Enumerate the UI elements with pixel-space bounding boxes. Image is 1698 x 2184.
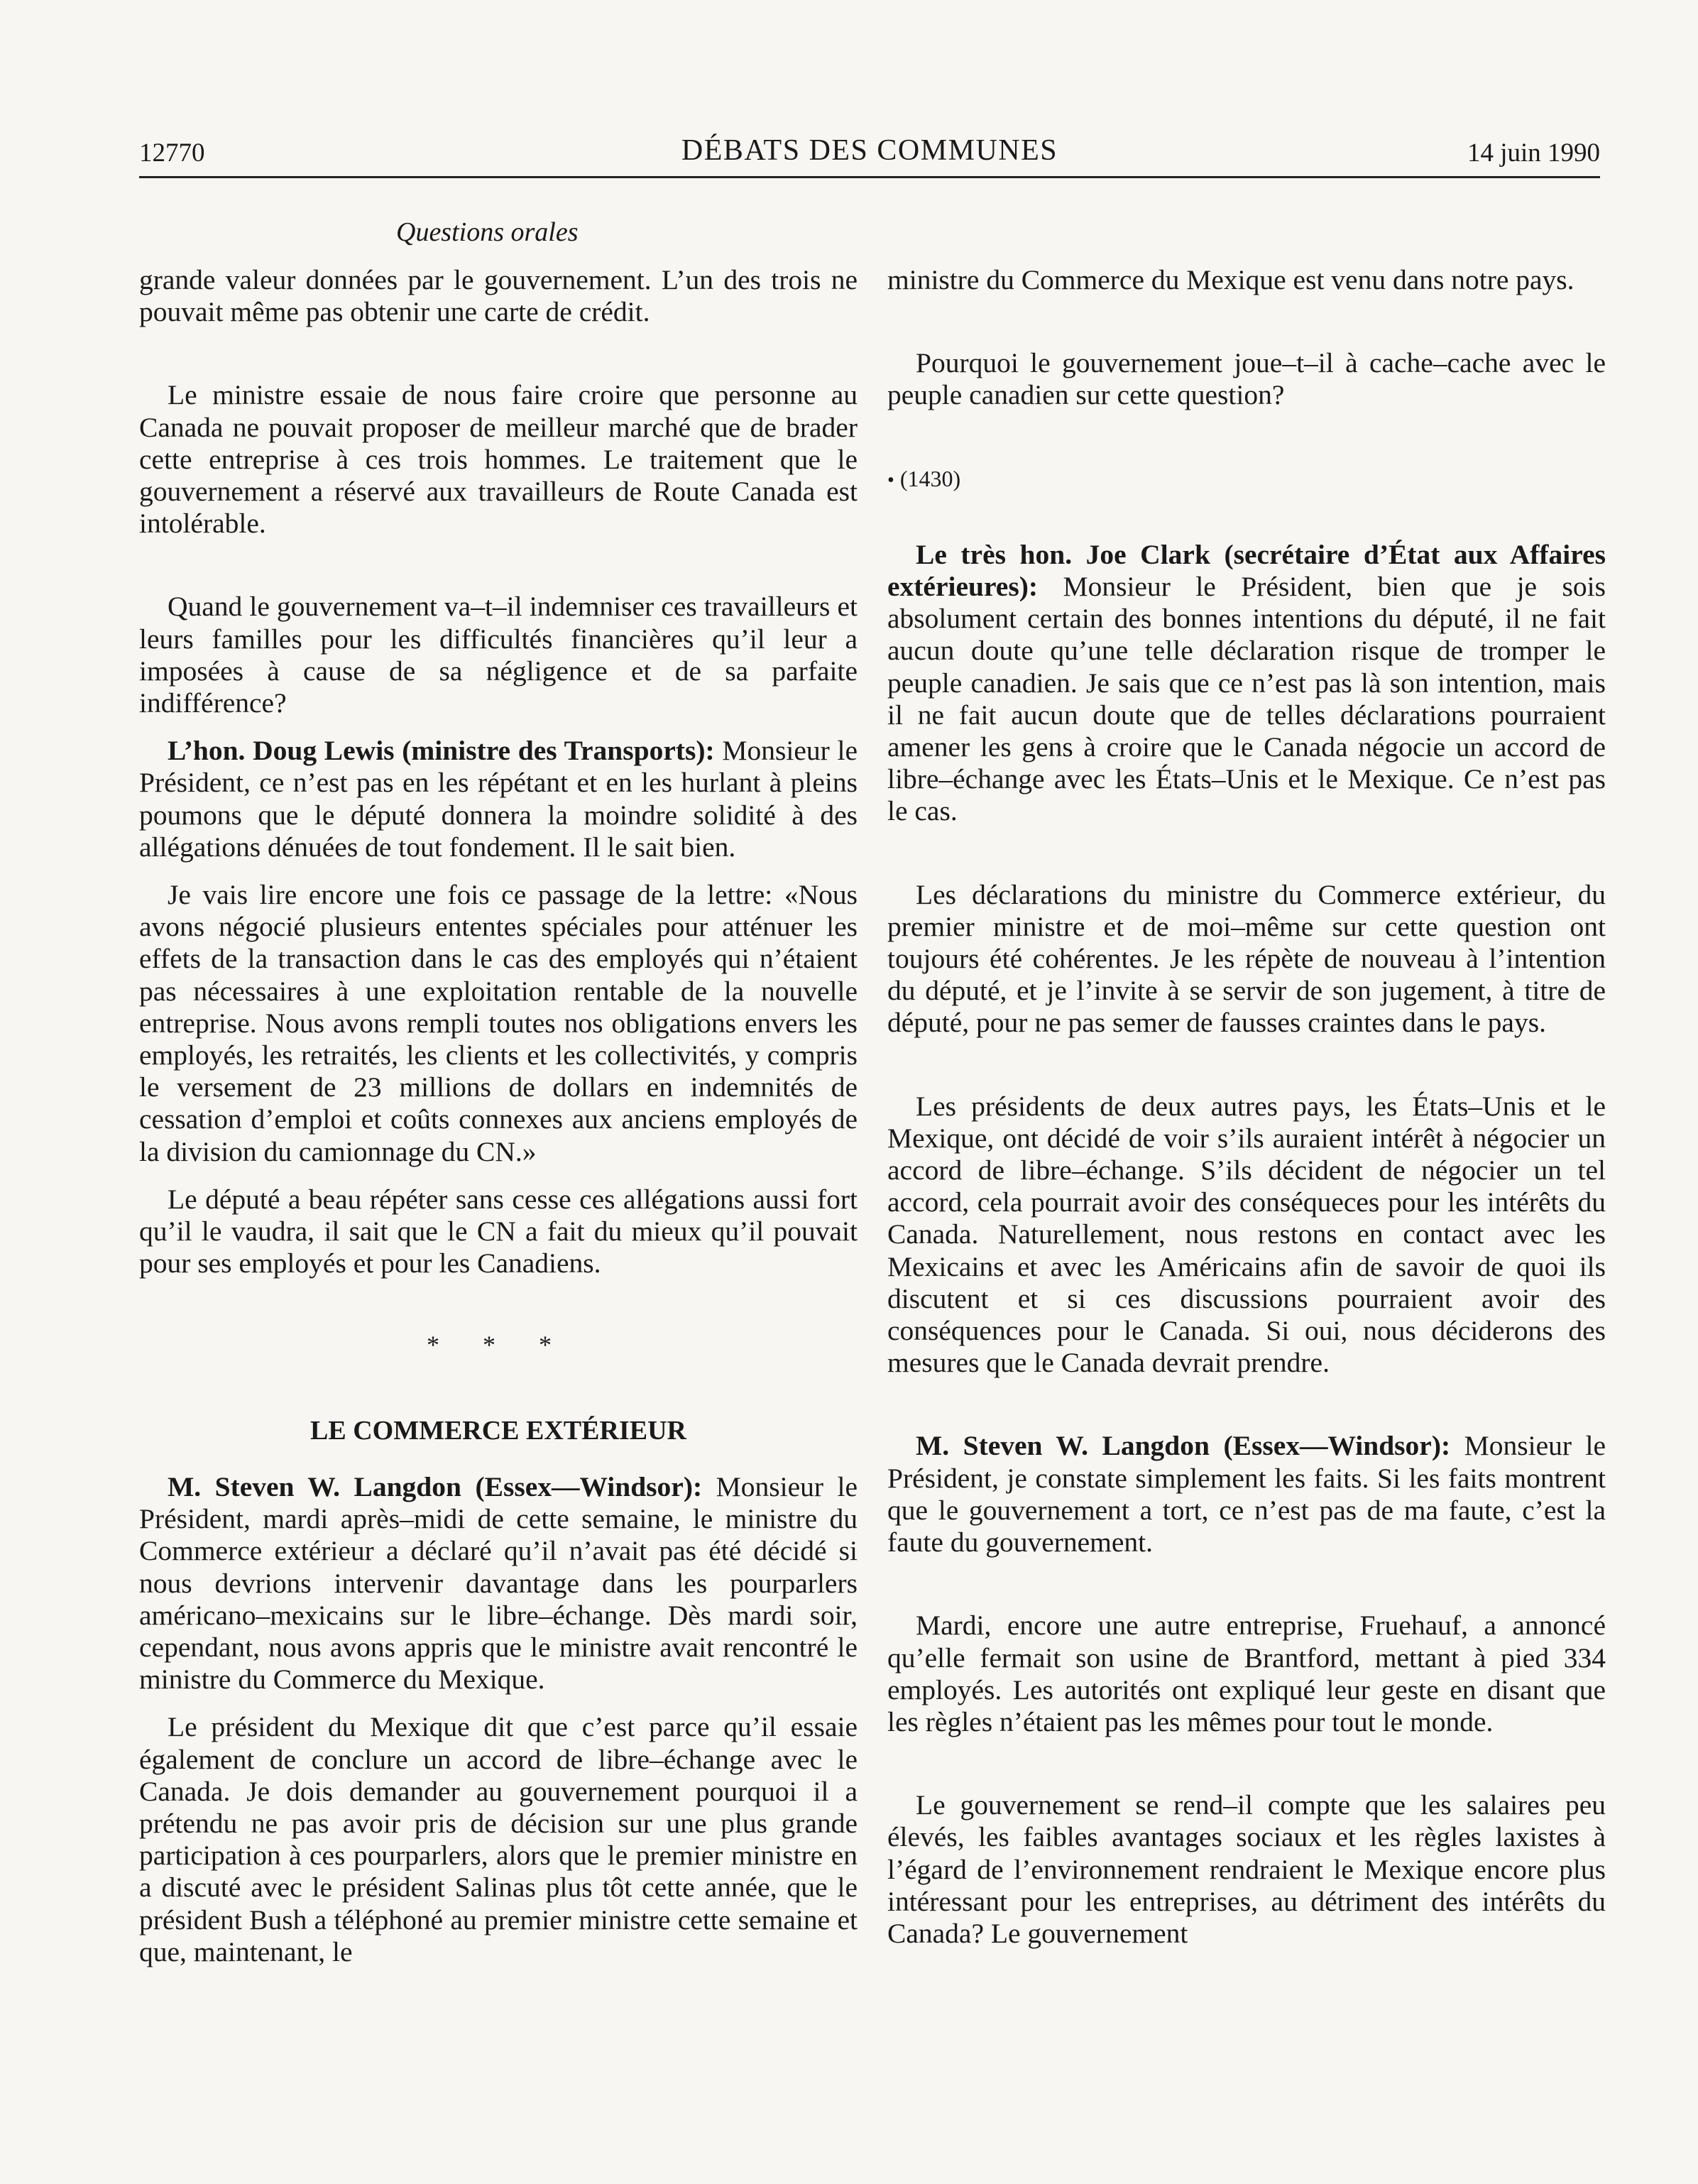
section-heading: LE COMMERCE EXTÉRIEUR bbox=[310, 1415, 686, 1446]
speech-text: Monsieur le Président, bien que je sois absolument certain des bonnes intentions du député, il ne fait aucun doute qu’une telle déclaration risque de tromper le peuple canadien. Je sais que ce n’est pas là son intention, mais il ne fait aucun doute que de telles déclarations pourraient amener les gens à croire que le Canada négocie un accord de libre–échange avec les États–Unis et le Mexique. Ce n’est pas le cas. bbox=[887, 571, 1606, 827]
paragraph: Le gouvernement se rend–il compte que les salaires peu élevés, les faibles avantages sociaux et les règles laxistes à l’égard de l’environnement rendraient le Mexique encore plus intéressant pour les entreprises, au détriment des intérêts du Canada? Le gouvernement bbox=[887, 1789, 1606, 1949]
paragraph: Je vais lire encore une fois ce passage de la lettre: «Nous avons négocié plusieurs ententes spéciales pour atténuer les effets de la transaction dans le cas des employés qui n’étaient pas nécessaires à une exploitation rentable de la nouvelle entreprise. Nous avons rempli toutes nos obligations envers les employés, les retraités, les clients et les collectivités, y compris le versement de 23 millions de dollars en indemnités de cessation d’emploi et coûts connexes aux anciens employés de la division du camionnage du CN.» bbox=[139, 879, 858, 1167]
speech-text: Monsieur le Président, ce n’est pas en les répétant et en les hurlant à pleins poumons que le député donnera la moindre solidité à des allégations dénuées de tout fondement. Il le sait bien. bbox=[139, 735, 858, 863]
paragraph: Le ministre essaie de nous faire croire que personne au Canada ne pouvait proposer de meilleur marché que de brader cette entreprise à ces trois hommes. Le traitement que le gouvernement a réservé aux travailleurs de Route Canada est intolérable. bbox=[139, 379, 858, 540]
right-column bbox=[887, 264, 1606, 1950]
page-date: 14 juin 1990 bbox=[1467, 138, 1600, 168]
publication-title: DÉBATS DES COMMUNES bbox=[681, 134, 1058, 167]
paragraph: Les déclarations du ministre du Commerce extérieur, du premier ministre et de moi–même sur cette question ont toujours été cohérentes. Je les répète de nouveau à l’intention du député, et je l’invite à se servir de son jugement, à titre de député, pour ne pas semer de fausses craintes dans le pays. bbox=[887, 878, 1606, 1039]
speaker-name: M. Steven W. Langdon (Essex—Windsor): bbox=[916, 1430, 1451, 1462]
page-number: 12770 bbox=[139, 138, 205, 168]
speech-text: Monsieur le Président, je constate simplement les faits. Si les faits montrent que le gouvernement a tort, ce n’est pas de ma faute, c’est la faute du gouvernement. bbox=[887, 1430, 1606, 1558]
page-header bbox=[139, 133, 1600, 178]
section-title: Questions orales bbox=[396, 217, 579, 247]
time-marker-text: (1430) bbox=[899, 465, 961, 491]
time-marker bbox=[887, 463, 1606, 496]
paragraph: Le président du Mexique dit que c’est parce qu’il essaie également de conclure un accord de libre–échange avec le Canada. Je dois demander au gouvernement pourquoi il a prétendu ne pas avoir pris de décision sur une plus grande participation à ces pourparlers, alors que le premier ministre en a discuté avec le président Salinas plus tôt cette année, que le président Bush a téléphoné au premier ministre cette semaine et que, maintenant, le bbox=[139, 1711, 858, 1967]
speaker-name: L’hon. Doug Lewis (ministre des Transports): bbox=[168, 735, 715, 767]
speech-paragraph bbox=[139, 1471, 858, 1696]
speech-paragraph bbox=[887, 539, 1606, 828]
speech-text: Monsieur le Président, mardi après–midi de cette semaine, le ministre du Commerce extérieur a déclaré qu’il n’avait pas été décidé si nous devrions intervenir davantage dans les pourparlers américano–mexicains sur le libre–échange. Dès mardi soir, cependant, nous avons appris que le ministre avait rencontré le ministre du Commerce du Mexique. bbox=[139, 1470, 858, 1696]
paragraph: grande valeur données par le gouvernement. L’un des trois ne pouvait même pas obtenir une carte de crédit. bbox=[139, 264, 858, 328]
section-separator: * * * bbox=[427, 1331, 570, 1360]
paragraph: ministre du Commerce du Mexique est venu dans notre pays. bbox=[887, 264, 1574, 295]
speech-paragraph bbox=[139, 735, 858, 863]
paragraph: Les présidents de deux autres pays, les États–Unis et le Mexique, ont décidé de voir s’ils auraient intérêt à négocier un accord de libre–échange. S’ils décident de négocier un tel accord, cela pourrait avoir des conséqueces pour les intérêts du Canada. Naturellement, nous restons en contact avec les Mexicains et avec les Américains afin de savoir de quoi ils discutent et si ces discussions pourraient avoir des conséquences pour le Canada. Si oui, nous déciderons des mesures que le Canada devrait prendre. bbox=[887, 1090, 1606, 1379]
paragraph: Mardi, encore une autre entreprise, Fruehauf, a annoncé qu’elle fermait son usine de Brantford, mettant à pied 334 employés. Les autorités ont expliqué leur geste en disant que les règles n’étaient pas les mêmes pour tout le monde. bbox=[887, 1610, 1606, 1737]
paragraph: Le député a beau répéter sans cesse ces allégations aussi fort qu’il le vaudra, il sait que le CN a fait du mieux qu’il pouvait pour ses employés et pour les Canadiens. bbox=[139, 1183, 858, 1279]
bullet-icon: • bbox=[887, 469, 894, 491]
paragraph: Pourquoi le gouvernement joue–t–il à cache–cache avec le peuple canadien sur cette question? bbox=[887, 347, 1606, 411]
speaker-name: M. Steven W. Langdon (Essex—Windsor): bbox=[168, 1470, 703, 1502]
speech-paragraph bbox=[887, 1430, 1606, 1558]
paragraph: Quand le gouvernement va–t–il indemniser ces travailleurs et leurs familles pour les difficultés financières qu’il leur a imposées à cause de sa négligence et de sa parfaite indifférence? bbox=[139, 591, 858, 719]
speaker-name: Le très hon. Joe Clark (secrétaire d’État aux Affaires extérieures): bbox=[887, 538, 1606, 603]
left-column bbox=[139, 264, 858, 1968]
